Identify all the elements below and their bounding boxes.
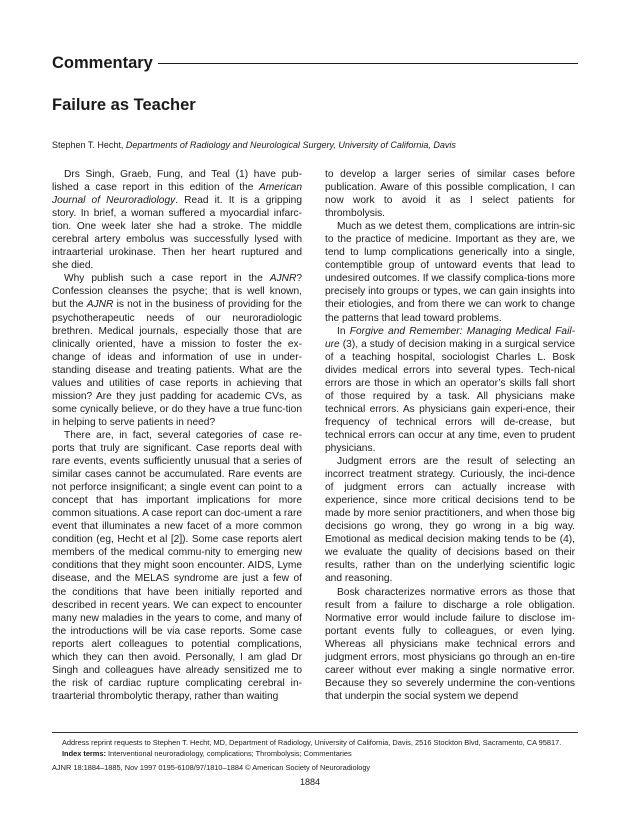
author-affiliation: Departments of Radiology and Neurological Surgery, University of California, Davis <box>125 140 456 150</box>
section-rule <box>158 63 578 64</box>
paragraph: There are, in fact, several categories of case re-ports that truly are significant. Case reports deal with rare events, events sufficiently unusual that a series of similar cases cannot be accumulated. Rare events are not perforce insignificant; a single event can point to a concept that has important implications for more common situations. A case report can doc-ument a rare event that illuminates a new facet of a more common condition (eg, Hecht et al [2]). Some case reports alert members of the medical commu-nity to emerging new conditions that they might soon encounter. AIDS, Lyme disease, and the MELAS syndrome are just a few of the conditions that have been initially reported and described in recent years. We can expect to encounter many new maladies in the years to come, and many of the introductions will be via case reports. Some case reports alert colleagues to potential complications, which they can then avoid. Personally, I am glad Dr Singh and colleagues have already sensitized me to the risk of cardiac rupture complicating cerebral in-traarterial thrombolytic therapy, rather than waiting <box>52 429 302 702</box>
paragraph: Bosk characterizes normative errors as those that result from a failure to discharge a role obligation. Normative error would include failure to disclose im-portant events fully to colleagues, or even lying. Whereas all physicians make technical errors and judgment errors, most physicians go through an en-tire career without ever making a single normative error. Because they so severely undermine the con-ventions that underpin the social system we depend <box>325 586 575 702</box>
article-title: Failure as Teacher <box>52 96 196 114</box>
index-terms: Index terms: Interventional neuroradiology, complications; Thrombolysis; Commentaries <box>62 749 352 758</box>
left-column <box>52 168 302 724</box>
footnote-rule <box>52 732 578 733</box>
section-title: Commentary <box>52 54 153 72</box>
section-header <box>52 52 578 74</box>
journal-citation: AJNR 18:1884–1885, Nov 1997 0195-6108/97/1810–1884 © American Society of Neuroradiology <box>52 763 371 772</box>
author-name: Stephen T. Hecht, <box>52 140 124 150</box>
paragraph: In Forgive and Remember: Managing Medical Fail-ure (3), a study of decision making in a surgical service of a teaching hospital, sociologist Charles L. Bosk divides medical errors into several types. Tech-nical errors are those in which an operator’s skills fall short of those required by a task. All physicians make technical errors. As physicians gain experi-ence, their frequency of technical errors will de-crease, but technical errors can occur at any time, even to prudent physicians. <box>325 325 575 454</box>
paragraph: Judgment errors are the result of selecting an incorrect treatment strategy. Curiously, the inci-dence of judgment errors can actually increase with experience, since more critical decisions tend to be made by more senior practitioners, and when those big decisions go wrong, they go wrong in a big way. Emotional as medical decision making tends to be (4), we evaluate the quality of decisions based on their results, rather than on the underlying scientific logic and reasoning. <box>325 456 575 585</box>
paragraph: Drs Singh, Graeb, Fung, and Teal (1) have pub-lished a case report in this edition of the American Journal of Neuroradiology. Read it. It is a gripping story. In brief, a woman suffered a myocardial infarc-tion. One week later she had a stroke. The middle cerebral artery embolus was successfully lysed with intraarterial urokinase. Then her heart ruptured and she died. <box>52 169 302 272</box>
right-column <box>325 168 575 724</box>
paragraph: to develop a larger series of similar cases before publication. Aware of this possible complication, I can now work to avoid it as I select patients for thrombolysis. <box>325 169 575 220</box>
footnote <box>52 738 578 760</box>
reprint-address: Address reprint requests to Stephen T. Hecht, MD, Department of Radiology, University of California, Davis, 2516 Stockton Blvd, Sacramento, CA 95817. <box>62 738 562 747</box>
page-number: 1884 <box>299 777 321 787</box>
paragraph: Much as we detest them, complications are intrin-sic to the practice of medicine. Important as they are, we tend to lump complications generically into a single, contemptible group of untoward events that lead to undesired outcomes. If we classify complica-tions more precisely into groups or types, we can gain insights into their etiologies, and from there we can work to change the patterns that lead toward problems. <box>325 221 575 324</box>
byline <box>52 139 578 151</box>
paragraph: Why publish such a case report in the AJNR? Confession cleanses the psyche; that is well known, but the AJNR is not in the business of providing for the psychotherapeutic needs of our neuroradiologic brethren. Medical journals, especially those that are clinically oriented, have a mission to foster the ex-change of ideas and information of use in under-standing disease and treating patients. What are the values and utilities of case reports in achieving that mission? Are they just padding for academic CVs, as some cynically believe, or do they have a true func-tion in helping to serve patients in need? <box>52 273 302 428</box>
